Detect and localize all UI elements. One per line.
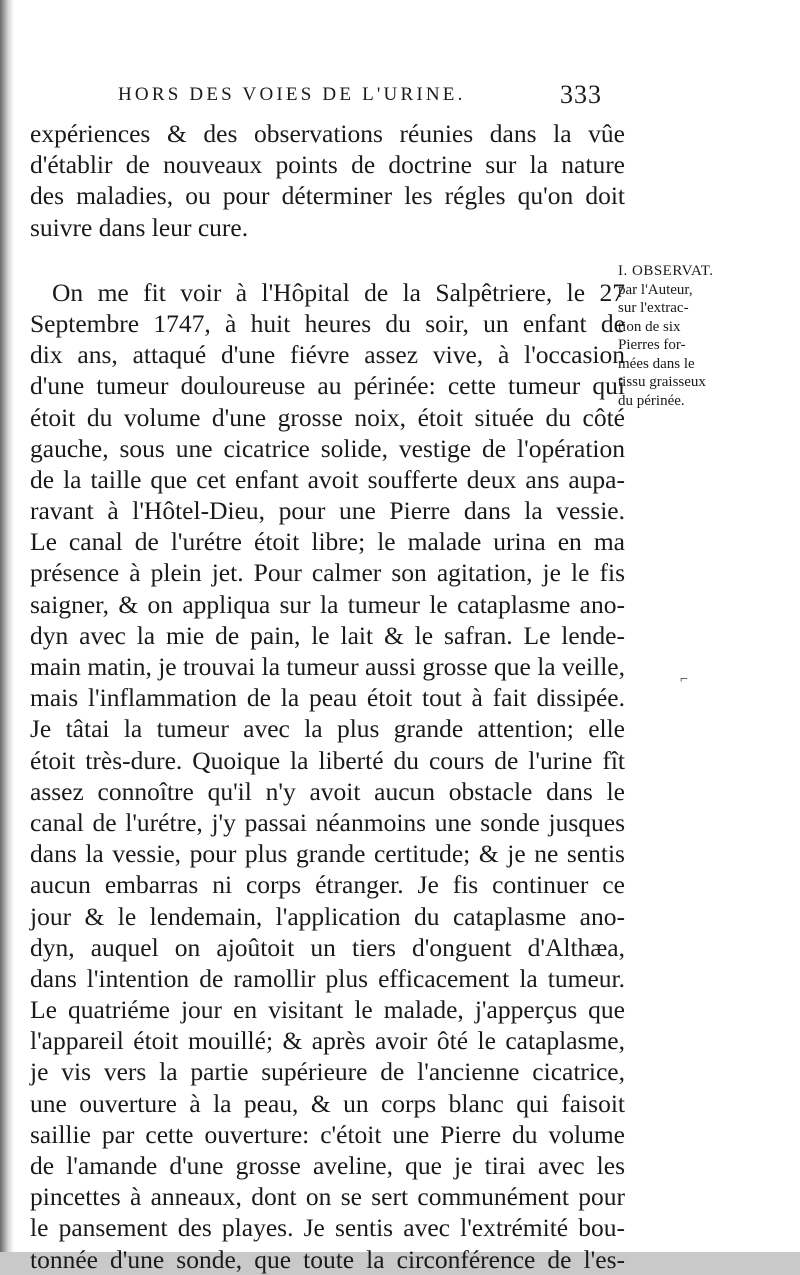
text-line: une ouverture à la peau, & un corps blanc qui faisoit xyxy=(30,1088,625,1118)
text-line: étoit du volume d'une grosse noix, étoit située du côté xyxy=(30,402,625,432)
text-line: je vis vers la partie supérieure de l'ancienne cicatrice, xyxy=(30,1057,625,1087)
text-line: gauche, sous une cicatrice solide, vestige de l'opération xyxy=(30,433,625,463)
marginal-note-line: tissu graisseux xyxy=(618,374,706,390)
text-line: l'appareil étoit mouillé; & après avoir ôté le cataplasme, xyxy=(30,1026,625,1056)
marginal-note-line: mées dans le xyxy=(618,355,695,372)
paragraph-2 xyxy=(30,277,625,1275)
text-line: dix ans, attaqué d'une fiévre assez vive, à l'occasion xyxy=(30,340,625,370)
text-line: de l'amande d'une grosse aveline, que je tirai avec les xyxy=(30,1151,625,1180)
text-line: Septembre 1747, à huit heures du soir, un enfant de xyxy=(30,308,625,338)
text-line: d'établir de nouveaux points de doctrine sur la nature xyxy=(30,150,625,180)
text-line: Le canal de l'urétre étoit libre; le malade urina en ma xyxy=(30,527,625,557)
text-line: main matin, je trouvai la tumeur aussi grosse que la veille, xyxy=(30,652,625,681)
text-line: dyn avec la mie de pain, le lait & le safran. Le lende- xyxy=(30,620,625,650)
text-line: assez connoître qu'il n'y avoit aucun obstacle dans le xyxy=(30,776,625,806)
text-line: saigner, & on appliqua sur la tumeur le cataplasme ano- xyxy=(30,589,625,619)
binding-shadow xyxy=(0,0,14,1252)
text-line: pincettes à anneaux, dont on se sert communément pour xyxy=(30,1182,625,1212)
text-line: Le quatriéme jour en visitant le malade, j'apperçus que xyxy=(30,995,625,1025)
page-number: 333 xyxy=(560,80,602,109)
marginal-note-line: du périnée. xyxy=(618,392,685,409)
text-line: canal de l'urétre, j'y passai néanmoins une sonde jusques xyxy=(30,807,625,837)
paragraph-gap xyxy=(30,243,625,277)
paragraph-1 xyxy=(30,118,625,243)
text-line: Je tâtai la tumeur avec la plus grande attention; elle xyxy=(30,714,625,744)
text-line: On me fit voir à l'Hôpital de la Salpêtriere, le 27 xyxy=(52,277,625,307)
text-line: présence à plein jet. Pour calmer son agitation, je le fis xyxy=(30,558,625,588)
text-line: aucun embarras ni corps étranger. Je fis continuer ce xyxy=(30,870,625,900)
text-line: étoit très-dure. Quoique la liberté du cours de l'urine fît xyxy=(30,745,625,775)
text-line: expériences & des observations réunies dans la vûe xyxy=(30,119,625,148)
text-line: mais l'inflammation de la peau étoit tout à fait dissipée. xyxy=(30,683,625,713)
text-line: des maladies, ou pour déterminer les régles qu'on doit xyxy=(30,181,625,211)
marginal-note-line: sur l'extrac- xyxy=(618,300,689,316)
text-line: le pansement des playes. Je sentis avec l'extrémité bou- xyxy=(30,1213,625,1243)
running-title: HORS DES VOIES DE L'URINE. xyxy=(118,84,466,105)
text-line: dans l'intention de ramollir plus efficacement la tumeur. xyxy=(30,963,625,993)
marginal-note-line: I. OBSERVAT. xyxy=(618,263,714,279)
text-line: tonnée d'une sonde, que toute la circonférence de l'es- xyxy=(30,1244,625,1274)
text-line: suivre dans leur cure. xyxy=(30,212,249,242)
marginal-note-line: par l'Auteur, xyxy=(618,281,693,298)
marginal-note-line: Pierres for- xyxy=(618,337,686,353)
text-line: dans la vessie, pour plus grande certitude; & je ne sentis xyxy=(30,839,625,869)
ink-speck: ⌐ xyxy=(680,672,688,687)
marginal-note-line: tion de six xyxy=(618,318,681,335)
text-line: jour & le lendemain, l'application du cataplasme ano- xyxy=(30,901,625,931)
text-line: d'une tumeur douloureuse au périnée: cette tumeur qui xyxy=(30,371,625,401)
text-line: de la taille que cet enfant avoit soufferte deux ans aupa- xyxy=(30,464,625,494)
marginal-note xyxy=(618,262,798,410)
text-line: ravant à l'Hôtel-Dieu, pour une Pierre dans la vessie. xyxy=(30,496,625,526)
text-line: dyn, auquel on ajoûtoit un tiers d'onguent d'Althæa, xyxy=(30,932,625,962)
main-text xyxy=(30,118,625,1275)
text-line: saillie par cette ouverture: c'étoit une Pierre du volume xyxy=(30,1119,625,1149)
